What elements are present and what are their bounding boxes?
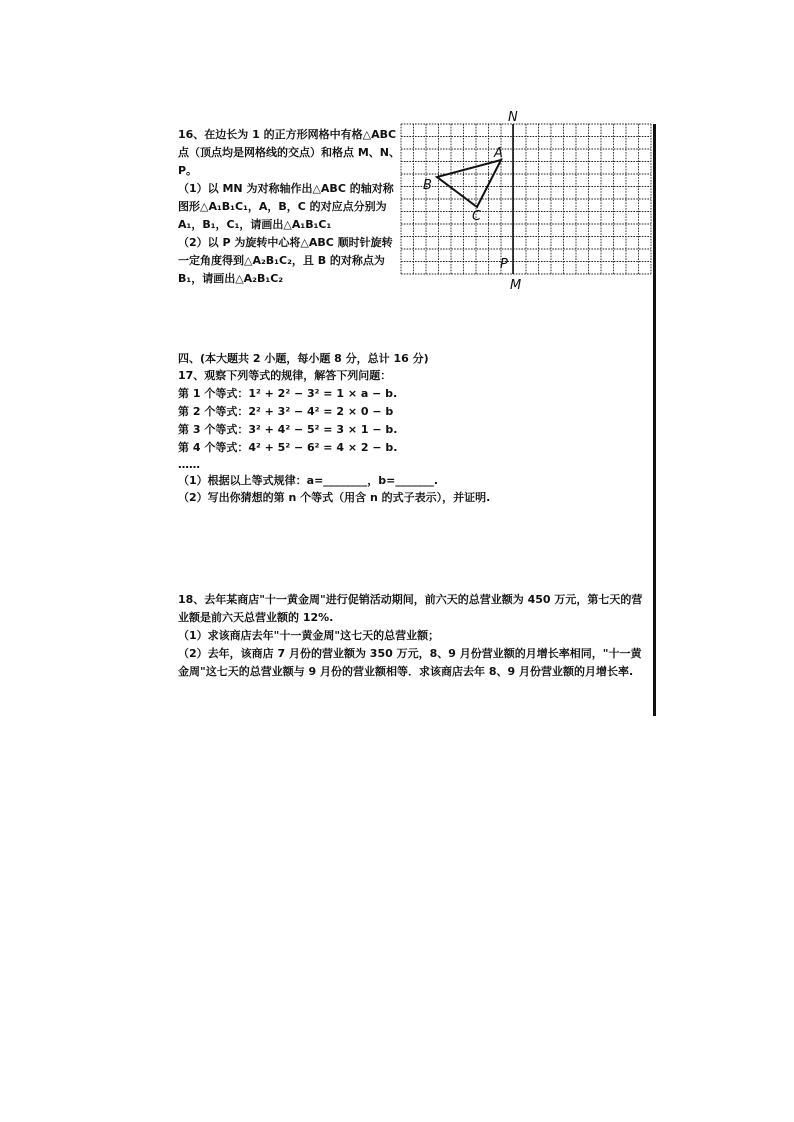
label-n: N [508, 110, 518, 125]
q16-line-8: 一定角度得到△A₂B₁C₂，且 B 的对称点为 [178, 254, 385, 267]
q16-line-7: （2）以 P 为旋转中心将△ABC 顺时针旋转 [178, 236, 393, 249]
q17-line-6: …… [178, 458, 200, 471]
q16-line-5: 图形△A₁B₁C₁，A，B，C 的对应点分别为 [178, 200, 387, 213]
label-p: P [500, 257, 508, 272]
q17-line-4: 第 3 个等式：3² + 4² − 5² = 3 × 1 − b. [178, 423, 398, 436]
q17-line-5: 第 4 个等式：4² + 5² − 6² = 4 × 2 − b. [178, 441, 398, 454]
label-a: A [494, 146, 503, 161]
triangle-abc [437, 160, 501, 207]
q16-line-2: 点（顶点均是网格线的交点）和格点 M、N、 [178, 146, 400, 159]
q18-line-2: 业额是前六天总营业额的 12%. [178, 611, 334, 624]
square-grid [401, 124, 651, 274]
q18-line-1: 18、去年某商店"十一黄金周"进行促销活动期间，前六天的总营业额为 450 万元，第七天的营 [178, 593, 643, 606]
section-4-header: 四、(本大题共 2 小题，每小题 8 分，总计 16 分) [178, 352, 429, 365]
q16-line-6: A₁，B₁，C₁，请画出△A₁B₁C₁ [178, 218, 332, 231]
label-c: C [472, 209, 482, 224]
q17-line-3: 第 2 个等式：2² + 3² − 4² = 2 × 0 − b [178, 405, 394, 418]
label-m: M [510, 278, 522, 293]
q18-line-5: 金周"这七天的总营业额与 9 月份的营业额相等．求该商店去年 8、9 月份营业额的月增长率. [178, 665, 634, 678]
q18-line-3: （1）求该商店去年"十一黄金周"这七天的总营业额； [178, 629, 440, 642]
q17-line-1: 17、观察下列等式的规律，解答下列问题： [178, 369, 392, 382]
q16-line-4: （1）以 MN 为对称轴作出△ABC 的轴对称 [178, 182, 394, 195]
label-b: B [423, 178, 432, 193]
page-rule [653, 124, 656, 716]
q17-line-8: （2）写出你猜想的第 n 个等式（用含 n 的式子表示），并证明. [178, 491, 491, 504]
q18-line-4: （2）去年，该商店 7 月份的营业额为 350 万元，8、9 月份营业额的月增长率相同，"十一黄 [178, 647, 642, 660]
q16-line-9: B₁，请画出△A₂B₁C₂ [178, 272, 284, 285]
q17-line-7: （1）根据以上等式规律：a=________，b=_______. [178, 474, 439, 487]
q16-line-1: 16、在边长为 1 的正方形网格中有格△ABC [178, 128, 397, 141]
q17-line-2: 第 1 个等式：1² + 2² − 3² = 1 × a − b. [178, 387, 398, 400]
q16-line-3: P。 [178, 164, 198, 177]
